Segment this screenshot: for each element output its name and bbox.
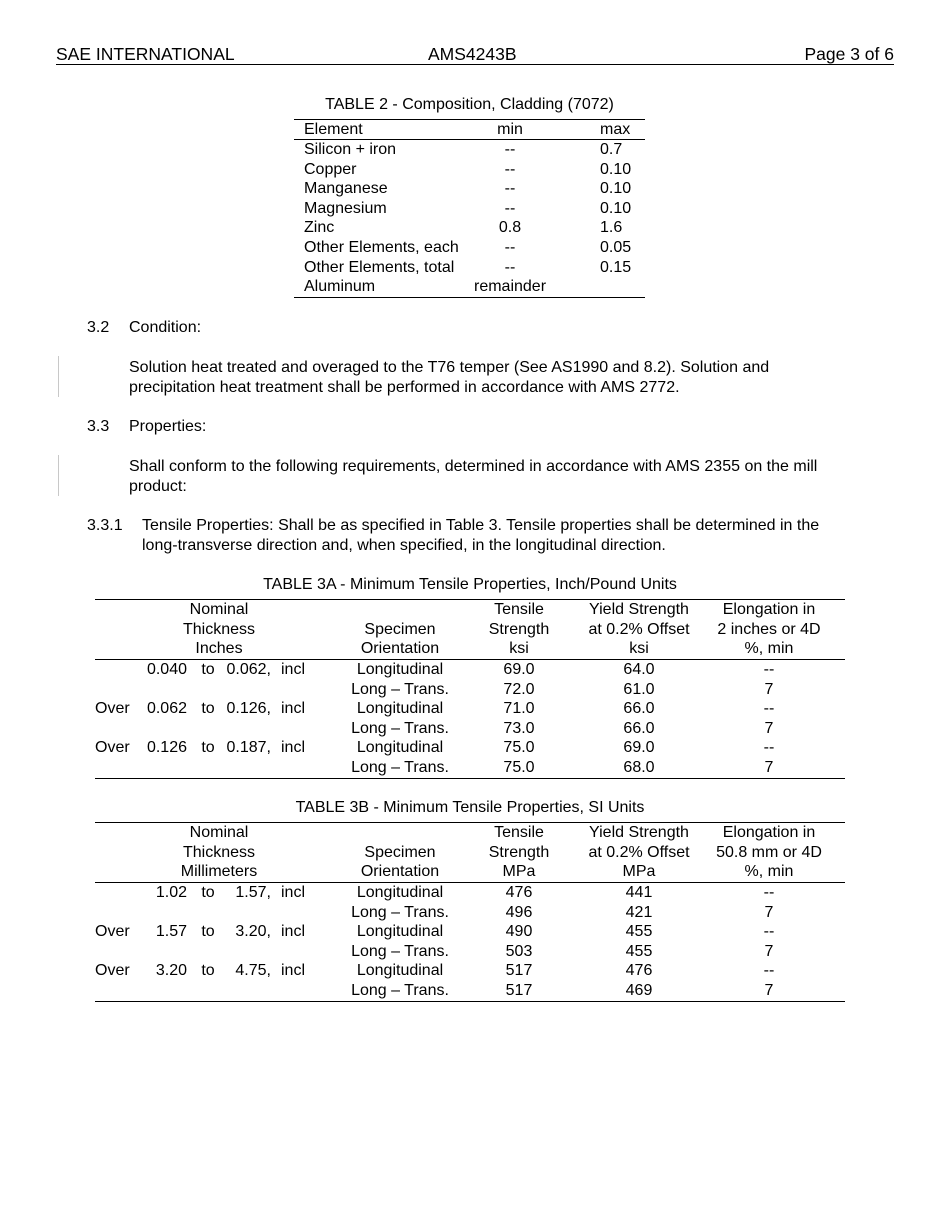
cell-tensile-strength: 503 — [505, 942, 533, 960]
column-header: Element — [304, 121, 363, 138]
cell-element: Other Elements, total — [304, 258, 455, 276]
cell-orientation: Longitudinal — [356, 962, 444, 980]
section-3-2-title: Condition: — [129, 319, 202, 336]
cell-incl: incl — [281, 962, 306, 980]
cell-element: Silicon + iron — [304, 141, 397, 158]
cell-yield-strength: 61.0 — [623, 680, 655, 698]
cell-elongation: 7 — [764, 942, 774, 960]
cell-yield-strength: 476 — [625, 962, 653, 980]
cell-tensile-strength: 73.0 — [503, 719, 535, 737]
section-3-3-number: 3.3 — [87, 418, 110, 435]
cell-max: 0.15 — [600, 258, 632, 276]
cell-thickness-to: 0.062, — [226, 661, 271, 678]
cell-max: 0.05 — [600, 238, 632, 256]
cell-elongation: -- — [763, 884, 775, 901]
section-3-3-title: Properties: — [129, 418, 207, 435]
cell-max: 1.6 — [600, 219, 623, 237]
table3b — [95, 822, 845, 1002]
cell-min: -- — [504, 258, 516, 276]
cell-incl: incl — [281, 700, 306, 718]
cell-thickness-from: 1.57 — [155, 923, 187, 941]
header-tensile: Tensile Strength MPa — [488, 824, 550, 881]
page-header — [56, 44, 894, 65]
cell-yield-strength: 68.0 — [623, 758, 655, 776]
cell-thickness-to: 3.20, — [235, 923, 271, 941]
cell-yield-strength: 66.0 — [623, 719, 655, 737]
cell-elongation: 7 — [764, 758, 774, 776]
table-row — [95, 699, 845, 719]
cell-element: Other Elements, each — [304, 238, 459, 256]
header-doc-number: AMS4243B — [428, 44, 517, 64]
table-row — [95, 942, 845, 962]
table-header-row — [294, 120, 645, 140]
cell-thickness-to: 4.75, — [235, 962, 271, 980]
table3a-caption: TABLE 3A - Minimum Tensile Properties, Inch/Pound Units — [263, 576, 677, 593]
table2 — [294, 119, 645, 298]
cell-thickness-from: 0.062 — [146, 700, 187, 718]
table-header — [95, 823, 845, 883]
cell-tensile-strength: 72.0 — [503, 680, 535, 698]
header-tensile: Tensile Strength ksi — [488, 601, 550, 658]
cell-element: Magnesium — [304, 199, 387, 217]
cell-yield-strength: 455 — [625, 923, 653, 941]
cell-orientation: Longitudinal — [356, 661, 444, 678]
cell-tensile-strength: 75.0 — [503, 739, 535, 757]
cell-tensile-strength: 517 — [505, 981, 533, 999]
cell-incl: incl — [281, 923, 306, 941]
table-row — [95, 680, 845, 700]
table-row — [95, 738, 845, 758]
cell-tensile-strength: 71.0 — [503, 700, 535, 718]
header-orientation: Specimen Orientation — [360, 843, 440, 881]
cell-over: Over — [95, 923, 130, 941]
cell-tensile-strength: 69.0 — [503, 661, 535, 678]
cell-element: Copper — [304, 160, 357, 178]
cell-max: 0.7 — [600, 141, 623, 158]
header-yield: Yield Strength at 0.2% Offset MPa — [588, 824, 690, 881]
table-row — [95, 961, 845, 981]
cell-over: Over — [95, 962, 130, 980]
cell-min: -- — [504, 199, 516, 217]
cell-to: to — [201, 923, 215, 941]
table-row — [294, 140, 645, 160]
cell-thickness-to: 0.126, — [226, 700, 271, 718]
table-row — [95, 903, 845, 923]
cell-thickness-to: 1.57, — [235, 884, 271, 901]
cell-over: Over — [95, 700, 130, 718]
cell-thickness-from: 0.126 — [146, 739, 187, 757]
cell-tensile-strength: 75.0 — [503, 758, 535, 776]
cell-yield-strength: 69.0 — [623, 739, 655, 757]
cell-to: to — [201, 739, 215, 757]
header-yield: Yield Strength at 0.2% Offset ksi — [588, 601, 690, 658]
cell-yield-strength: 64.0 — [623, 661, 655, 678]
cell-tensile-strength: 476 — [505, 884, 533, 901]
cell-to: to — [201, 700, 215, 718]
cell-min: 0.8 — [498, 219, 522, 237]
cell-orientation: Long – Trans. — [351, 758, 449, 776]
table-row — [95, 719, 845, 739]
cell-thickness-from: 3.20 — [155, 962, 187, 980]
cell-to: to — [201, 661, 215, 678]
cell-tensile-strength: 490 — [505, 923, 533, 941]
section-3-2-number: 3.2 — [87, 319, 110, 336]
table-row — [294, 160, 645, 180]
cell-orientation: Longitudinal — [356, 884, 444, 901]
cell-thickness-to: 0.187, — [226, 739, 271, 757]
cell-element: Manganese — [304, 180, 388, 198]
table-body — [95, 660, 845, 778]
cell-elongation: 7 — [764, 981, 774, 999]
cell-max: 0.10 — [600, 199, 632, 217]
cell-elongation: 7 — [764, 903, 774, 921]
table-row — [294, 218, 645, 238]
cell-min: remainder — [473, 278, 547, 296]
cell-orientation: Longitudinal — [356, 923, 444, 941]
section-3-3-1-text: Tensile Properties: Shall be as specified in Table 3. Tensile properties shall be determined in the long-transverse direction and, when specified, in the longitudinal direction. — [142, 517, 820, 554]
section-3-3-text: Shall conform to the following requirements, determined in accordance with AMS 2355 on the mill product: — [129, 458, 818, 495]
change-bar — [58, 455, 59, 496]
cell-yield-strength: 455 — [625, 942, 653, 960]
table-row — [95, 660, 845, 680]
cell-elongation: -- — [763, 962, 775, 980]
change-bar — [58, 356, 59, 397]
cell-min: -- — [504, 160, 516, 178]
header-page-number: Page 3 of 6 — [804, 44, 894, 64]
cell-thickness-from: 1.02 — [155, 884, 187, 901]
cell-to: to — [201, 884, 215, 901]
cell-max: 0.10 — [600, 180, 632, 198]
cell-element: Zinc — [304, 219, 335, 237]
cell-tensile-strength: 517 — [505, 962, 533, 980]
table-row — [294, 199, 645, 219]
table-row — [95, 883, 845, 903]
table-row — [294, 258, 645, 278]
cell-elongation: 7 — [764, 680, 774, 698]
cell-max: 0.10 — [600, 160, 632, 178]
table3b-caption: TABLE 3B - Minimum Tensile Properties, SI Units — [295, 799, 645, 816]
header-elongation: Elongation in 2 inches or 4D %, min — [717, 601, 821, 658]
table3a — [95, 599, 845, 779]
table-row — [294, 238, 645, 258]
cell-yield-strength: 421 — [625, 903, 653, 921]
cell-elongation: -- — [763, 739, 775, 757]
cell-yield-strength: 66.0 — [623, 700, 655, 718]
table-row — [294, 277, 645, 297]
cell-elongation: -- — [763, 700, 775, 718]
cell-orientation: Long – Trans. — [351, 942, 449, 960]
header-orientation: Specimen Orientation — [360, 620, 440, 658]
cell-orientation: Longitudinal — [356, 700, 444, 718]
cell-over: Over — [95, 739, 130, 757]
cell-orientation: Long – Trans. — [351, 903, 449, 921]
header-elongation: Elongation in 50.8 mm or 4D %, min — [716, 824, 822, 881]
header-org: SAE INTERNATIONAL — [56, 44, 235, 64]
column-header: min — [497, 121, 523, 138]
table-body — [95, 883, 845, 1001]
table-row — [95, 981, 845, 1001]
cell-orientation: Long – Trans. — [351, 981, 449, 999]
cell-incl: incl — [281, 884, 306, 901]
section-3-2-text: Solution heat treated and overaged to the T76 temper (See AS1990 and 8.2). Solution and precipitation heat treatment shall be performed in accordance with AMS 2772. — [129, 359, 770, 396]
cell-min: -- — [504, 141, 516, 158]
cell-element: Aluminum — [304, 278, 376, 296]
table-row — [294, 179, 645, 199]
section-3-3-1-number: 3.3.1 — [87, 517, 123, 534]
cell-yield-strength: 441 — [625, 884, 653, 901]
header-thickness: Nominal Thickness Millimeters — [180, 824, 258, 881]
cell-thickness-from: 0.040 — [146, 661, 187, 678]
cell-incl: incl — [281, 739, 306, 757]
cell-elongation: -- — [763, 661, 775, 678]
cell-orientation: Long – Trans. — [351, 719, 449, 737]
header-thickness: Nominal Thickness Inches — [182, 601, 256, 658]
cell-elongation: 7 — [764, 719, 774, 737]
table2-caption: TABLE 2 - Composition, Cladding (7072) — [325, 96, 614, 113]
table-row — [95, 758, 845, 778]
cell-elongation: -- — [763, 923, 775, 941]
cell-min: -- — [504, 180, 516, 198]
table-header — [95, 600, 845, 660]
cell-tensile-strength: 496 — [505, 903, 533, 921]
cell-orientation: Longitudinal — [356, 739, 444, 757]
cell-incl: incl — [281, 661, 306, 678]
column-header: max — [600, 121, 631, 138]
table-row — [95, 922, 845, 942]
cell-to: to — [201, 962, 215, 980]
cell-orientation: Long – Trans. — [351, 680, 449, 698]
cell-yield-strength: 469 — [625, 981, 653, 999]
cell-min: -- — [504, 238, 516, 256]
